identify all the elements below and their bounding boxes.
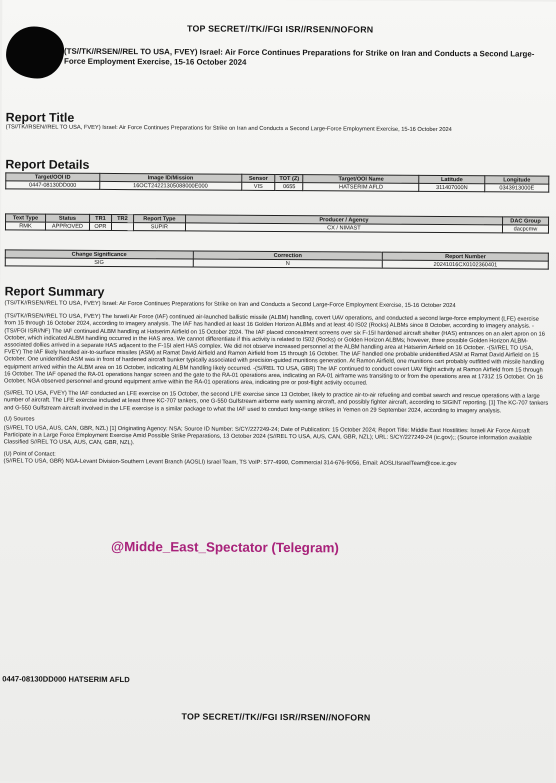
report-title-text: (TS//TK//RSEN//REL TO USA, FVEY) Israel: Air Force Continues Preparations for Strike on Iran and Conducts a Second Large-Force Employment Exercise, 15-16 October 2024 xyxy=(5,124,452,134)
header-cell: Status xyxy=(45,214,89,222)
telegram-watermark: @Midde_East_Spectator (Telegram) xyxy=(111,538,339,556)
report-summary-body xyxy=(4,300,551,470)
report-summary-heading: Report Summary xyxy=(4,284,105,299)
header-cell: Target/OOI Name xyxy=(303,175,419,184)
summary-title-text: (TS//TK//RSEN//REL TO USA, FVEY) Israel: Air Force Continues Preparations for Strike on Iran and Conducts a Second Large-Force Employment Exercise, 15-16 October 2024 xyxy=(4,300,456,310)
report-title-heading: Report Title xyxy=(5,110,75,125)
sources-text: (S//REL TO USA, AUS, CAN, GBR, NZL) [1] Originating Agency: NSA; Source ID Number: S/CY/227249-24; Date of Publication: 15 October 2024; Report Title: Middle East Hostilities: Israeli Air Force Aircraft Participate in a Large Force Employment Exercise Amid Possible Strike Preparations, 13 October 2024 (S//REL TO USA, AUS, CAN, GBR, NZL); URL: S/CY/227249-24 (ic.gov);; (Source information available Classified S//REL TO USA, AUS, CAN, GBR, NZL). xyxy=(3,425,532,447)
details-table-3 xyxy=(5,249,549,269)
header-cell: TR2 xyxy=(111,214,133,222)
classification-banner: TOP SECRET//TK//FGI ISR//RSEN/NOFORN xyxy=(187,23,374,35)
table-cell: 0655 xyxy=(275,182,303,190)
header-cell: TR1 xyxy=(89,214,111,222)
table-cell: SIG xyxy=(5,258,193,267)
table-cell: VIS xyxy=(241,182,275,190)
table-cell: 20241016CX0102360401 xyxy=(382,260,548,269)
point-of-contact-text: (S//REL TO USA, GBR) NGA-Levant Division-Southern Levant Branch (AOSLI) Israel Team, TS VoIP: 577-4990, Commercial 314-676-9056, Email: AOSLIIsraelTeam@coe.ic.gov xyxy=(3,458,457,467)
header-cell: DAC Group xyxy=(503,217,549,225)
table-cell: dacpcmw xyxy=(502,225,548,233)
header-cell: Longitude xyxy=(485,176,549,184)
table-cell: 0447-08130DD000 xyxy=(6,181,100,190)
report-details-heading: Report Details xyxy=(5,157,90,172)
header-cell: Report Number xyxy=(383,252,549,261)
header-cell: Latitude xyxy=(419,175,485,183)
header-cell: Image ID/Mission xyxy=(100,173,242,182)
header-cell: TOT (Z) xyxy=(275,174,303,182)
table-cell: HATSERIM AFLD xyxy=(303,183,419,192)
table-cell: N xyxy=(193,259,383,268)
point-of-contact-label: (U) Point of Contact: xyxy=(3,450,56,458)
summary-paragraph-1: (TS//TK//RSEN//REL TO USA, FVEY) The Israeli Air Force (IAF) continued air-launched ballistic missile (ALBM) handling, covert UAV operations, and conducted a second large-force employment (LFE) exercise from 15 through 16 October 2024, according to imagery analysis. The IAF has handled at least 16 Golden Horizon ALBMs and at least 40 IS02 (Rocks) ALBMs since 8 October, according to imagery analysis. -(TS//FGI ISR//NF) The IAF continued ALBM handling at Hatserim Airfield on 15 October 2024. The IAF placed concealment screens over six F-15I hardened aircraft shelter (HAS) entrances on an alert apron on 16 October, which indicated ALBM handling occurred in the HAS area. We cannot differentiate if this activity is related to IS02 (Rocks) or Golden Horizon ALBMs; however, three possible Golden Horizon ALBM-associated dollies arrived in a separate HAS adjacent to the F-15I alert HAS complex. We did not observe increased personnel at the ALBM handling area at Hatserim Airfield on 16 October. -(S//REL TO USA, FVEY) The IAF likely handled air-to-surface missiles (ASM) at Ramat David Airfield and Ramon Airfield from 15 through 16 October. The IAF handled one probable unidentified ASM at Ramat David Airfield on 15 October. One unidentified ASM was in front of hardened aircraft bunker typically associated with precision-guided munitions generation. At Ramon Airfield, one munitions cart probably outfitted with missile handling equipment arrived within the ALBM area on 16 October, indicating ALBM handling likely occurred. -(S//REL TO USA, GBR) The IAF continued to conduct covert UAV flight activity at Ramon Airfield from 15 through 16 October. The IAF opened the RA-01 operations hangar screen and the gate to the RA-01 operations area, indicating an RA-01 airframe was transiting to or from the operations area at 1731Z 15 October. On 16 October, NGA observed personnel and ground equipment arrive within the RA-01 operations area, indicating pre or post-flight activity occurred. xyxy=(4,313,545,387)
sources-label: (U) Sources xyxy=(3,416,35,423)
table-cell: OPR xyxy=(89,222,111,230)
header-cell: Target/OOI ID xyxy=(6,173,100,182)
table-cell: 0343913000E xyxy=(485,184,549,192)
redaction-blot xyxy=(6,26,64,78)
summary-paragraph-2: (S//REL TO USA, FVEY) The IAF conducted an LFE exercise on 15 October, the second LFE exercise since 13 October, likely to practice air-to-air refueling and combat search and rescue operations with a large number of aircraft. The LFE exercise included at least three KC-707 tankers, one G-550 Gulfstream airborne early warning aircraft, and possibly fighter aircraft, according to SIGINT reporting. [1] The KC-707 tankers and G-550 Gulfstream aircraft involved in the LFE exercise is a similar package to what the IAF used to conduct long-range strikes in Yemen on 29 September 2024, according to imagery analysis. xyxy=(3,390,549,415)
header-cell: Sensor xyxy=(241,174,275,182)
table-cell: RMK xyxy=(5,222,45,230)
target-id-name-line: 0447-08130DD000 HATSERIM AFLD xyxy=(2,674,130,685)
header-cell: Correction xyxy=(193,251,383,260)
table-cell: APPROVED xyxy=(45,222,89,230)
table-cell: CX / NIMAST xyxy=(185,223,502,233)
header-cell: Producer / Agency xyxy=(185,215,502,225)
header-cell: Text Type xyxy=(6,214,46,222)
table-cell: SUPIR xyxy=(133,223,185,231)
header-cell: Report Type xyxy=(133,215,185,223)
details-table-1 xyxy=(5,172,549,192)
classification-footer: TOP SECRET//TK//FGI ISR//RSEN//NOFORN xyxy=(181,711,371,723)
table-cell xyxy=(111,222,133,230)
details-table-2 xyxy=(5,213,549,233)
document-title: (TS//TK//RSEN//REL TO USA, FVEY) Israel: Air Force Continues Preparations for Strike on Iran and Conducts a Second Large-Force Employment Exercise, 15-16 October 2024 xyxy=(63,46,535,67)
table-cell: 16OCT24221305088000E000 xyxy=(100,181,242,190)
header-cell: Change Significance xyxy=(5,250,193,259)
table-cell: 311407000N xyxy=(419,183,485,191)
